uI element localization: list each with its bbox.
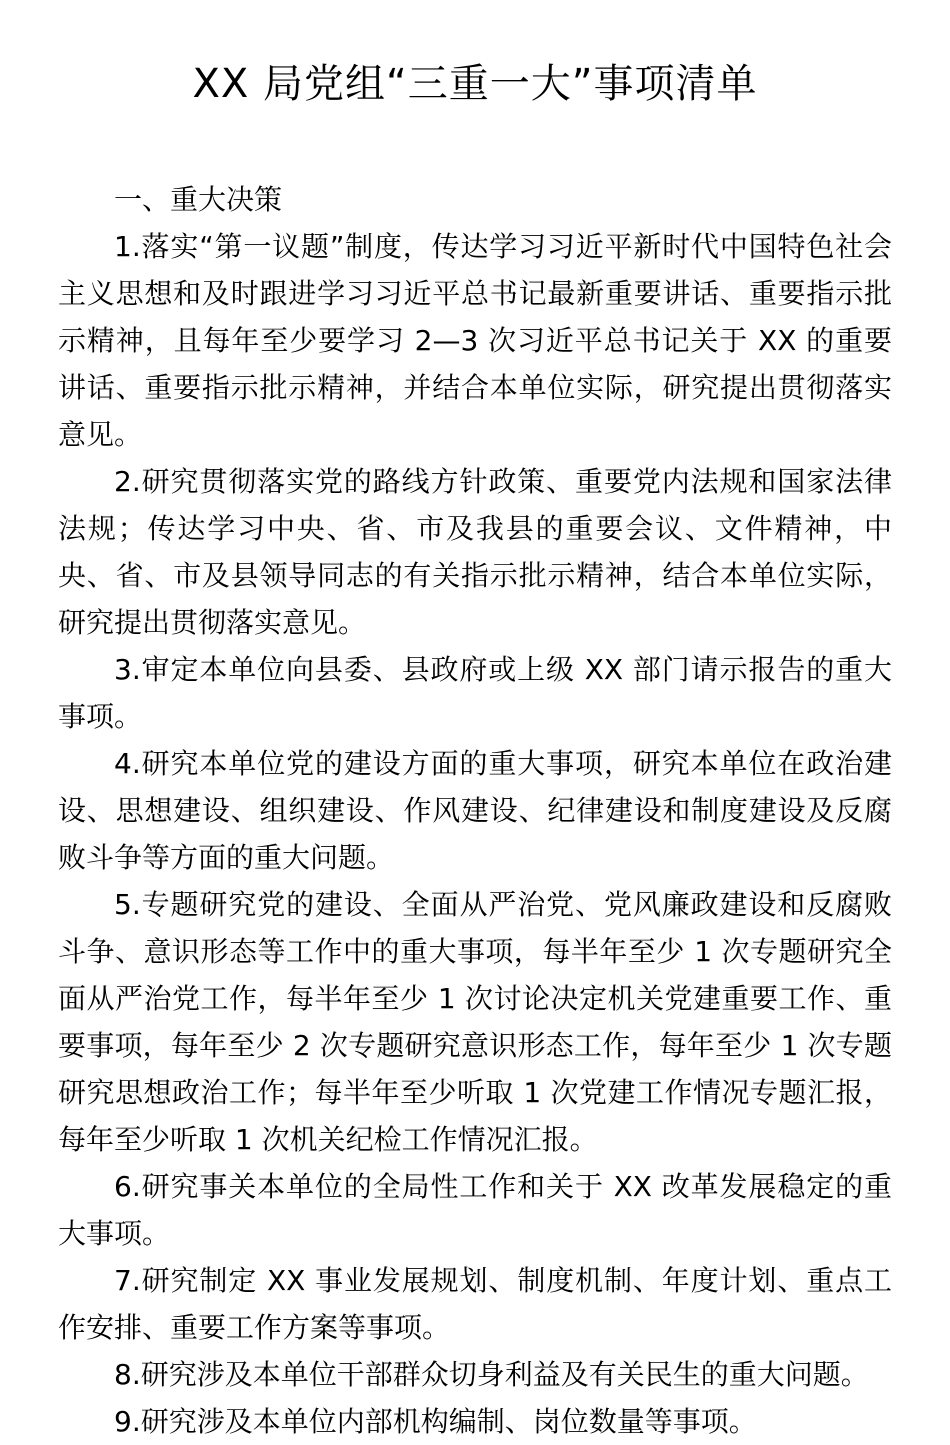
document-title: XX 局党组“三重一大”事项清单	[192, 61, 758, 107]
paragraph-item-7: 7.研究制定 XX 事业发展规划、制度机制、年度计划、重点工作安排、重要工作方案等事项。	[58, 1264, 892, 1344]
paragraph-item-4: 4.研究本单位党的建设方面的重大事项，研究本单位在政治建设、思想建设、组织建设、作风建设、纪律建设和制度建设及反腐败斗争等方面的重大问题。	[58, 747, 892, 874]
paragraph-item-9: 9.研究涉及本单位内部机构编制、岗位数量等事项。	[114, 1405, 757, 1438]
paragraph-item-5: 5.专题研究党的建设、全面从严治党、党风廉政建设和反腐败斗争、意识形态等工作中的重大事项，每半年至少 1 次专题研究全面从严治党工作，每半年至少 1 次讨论决定机关党建重要工作、重要事项，每年至少 2 次专题研究意识形态工作，每年至少 1 次专题研究思想政治工作；每半年至少听取 1 次党建工作情况专题汇报，每年至少听取 1 次机关纪检工作情况汇报。	[58, 888, 892, 1156]
paragraph-item-8: 8.研究涉及本单位干部群众切身利益及有关民生的重大问题。	[114, 1358, 869, 1391]
paragraph-item-6: 6.研究事关本单位的全局性工作和关于 XX 改革发展稳定的重大事项。	[58, 1170, 892, 1250]
paragraph-item-1: 1.落实“第一议题”制度，传达学习习近平新时代中国特色社会主义思想和及时跟进学习习近平总书记最新重要讲话、重要指示批示精神，且每年至少要学习 2—3 次习近平总书记关于 XX 的重要讲话、重要指示批示精神，并结合本单位实际，研究提出贯彻落实意见。	[58, 230, 892, 451]
paragraph-item-2: 2.研究贯彻落实党的路线方针政策、重要党内法规和国家法律法规；传达学习中央、省、市及我县的重要会议、文件精神，中央、省、市及县领导同志的有关指示批示精神，结合本单位实际，研究提出贯彻落实意见。	[58, 465, 892, 639]
paragraph-item-3: 3.审定本单位向县委、县政府或上级 XX 部门请示报告的重大事项。	[58, 653, 892, 733]
section-heading-major-decisions: 一、重大决策	[114, 183, 283, 216]
